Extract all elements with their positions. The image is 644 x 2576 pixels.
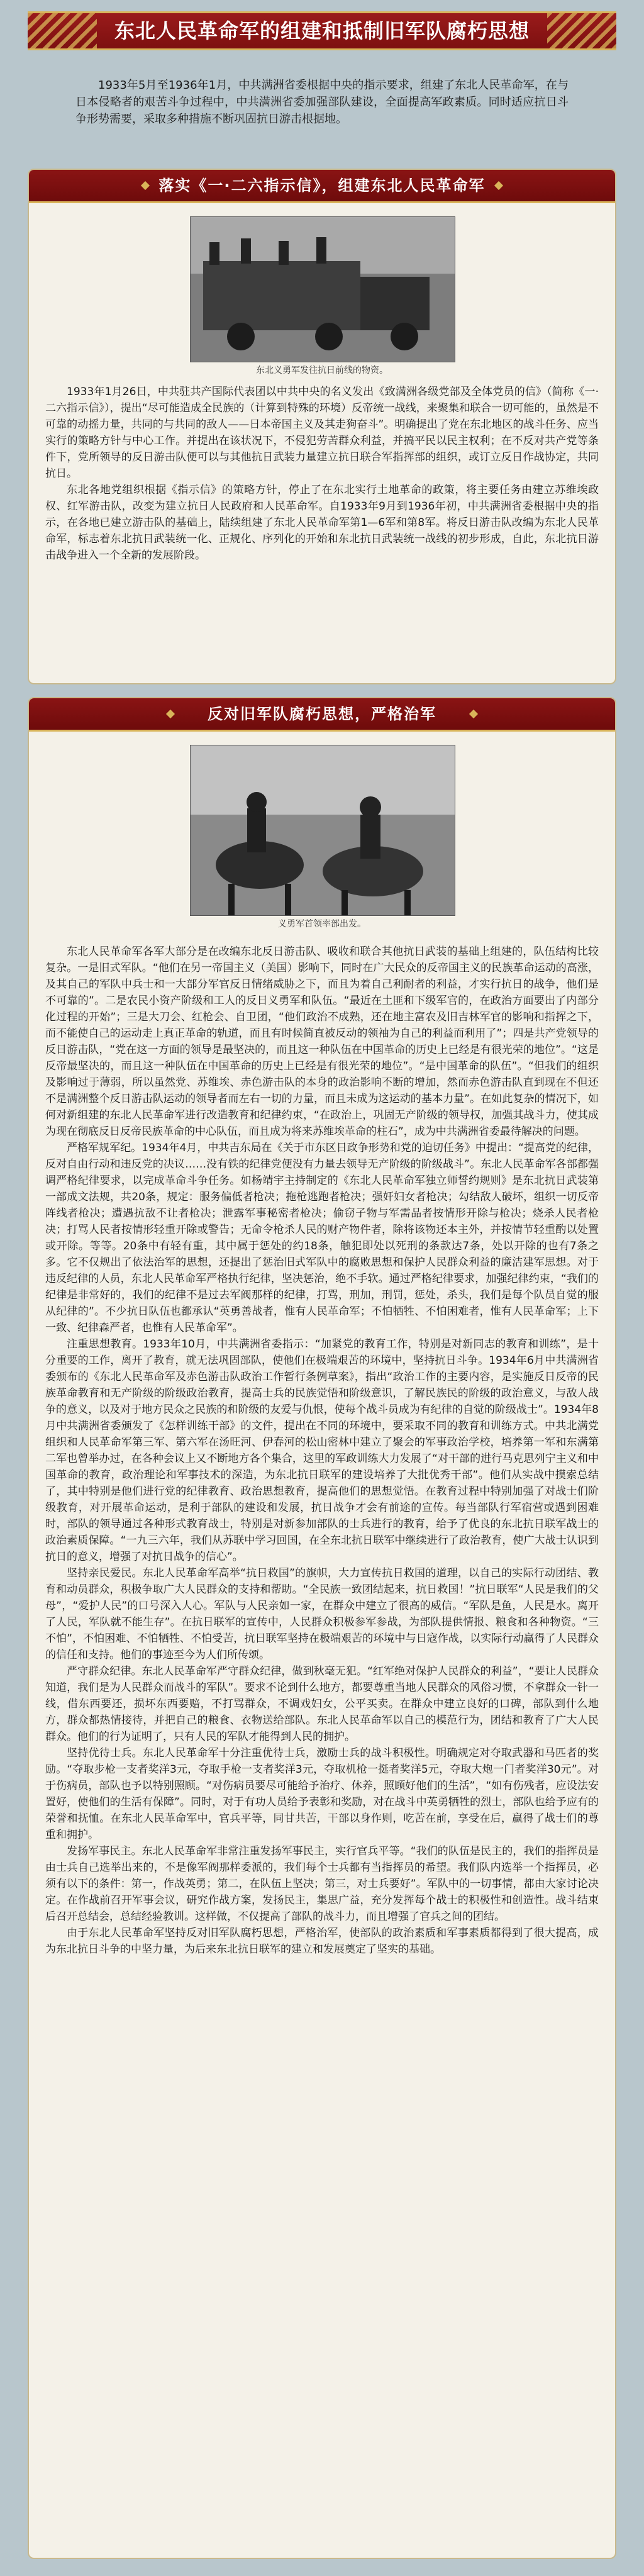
section-2-caption: 义勇军首领率部出发。 — [278, 919, 366, 929]
section-1-title: 落实《一·二六指示信》，组建东北人民革命军 — [158, 177, 486, 194]
section-2 — [28, 697, 616, 2559]
diamond-ornament-icon — [166, 710, 175, 718]
section-1-header — [29, 170, 615, 203]
section-1-paragraph: 东北各地党组织根据《指示信》的策略方针，停止了在东北实行土地革命的政策，将主要任务由建立苏维埃政权、红军游击队，改变为建立抗日人民政府和人民革命军。自1933年9月到1936年初，中共满洲省委根据中央的指示，在各地已建立游击队的基础上，陆续组建了东北人民革命军第1—6军和第8军。将反日游击队改编为东北人民革命军，标志着东北抗日武装统一化、正规化、序列化的开始和东北抗日武装统一战线的初步形成，自此，东北抗日游击战争进入一个全新的发展阶段。 — [45, 484, 599, 562]
section-1-paragraph: 1933年1月26日，中共驻共产国际代表团以中共中央的名义发出《致满洲各级党部及全体党员的信》（简称《一·二六指示信》），提出“尽可能造成全民族的（计算到特殊的环境）反帝统一战线，来聚集和联合一切可能的，虽然是不可靠的动摇力量，共同的与共同的敌人——日本帝国主义及其走狗奋斗”。明确提出了党在东北地区的战斗任务、应当实行的策略方针与中心工作。并提出在该状况下，不侵犯劳苦群众利益，并搞平民以民主权利；在不反对共产党等条件下，党所领导的反日游击队便可以与其他抗日武装力量建立抗日联合军指挥部的组织，或订立反日作战协定，共同抗日。 — [45, 386, 599, 480]
section-1-photo — [190, 216, 455, 362]
section-2-photo — [190, 745, 455, 916]
section-2-paragraph: 坚持亲民爱民。东北人民革命军高举“抗日救国”的旗帜，大力宣传抗日救国的道理，以自己的实际行动团结、教育和动员群众，积极争取广大人民群众的支持和帮助。“全民族一致团结起来，抗日救国！”抗日联军“人民是我们的父母”，“爱护人民”的口号深入人心。军队与人民亲如一家，在群众中建立了很高的威信。“军队是鱼，人民是水。离开了人民，军队就不能生存”。在抗日联军的宣传中，人民群众积极参军参战，为部队提供情报、粮食和各种物资。“三不怕”，不怕困难、不怕牺牲、不怕受苦，抗日联军坚持在极端艰苦的环境中与日寇作战，以实际行动赢得了人民群众的信任和支持。他们的事迹至今为人们所传颂。 — [45, 1567, 599, 1661]
title-banner — [28, 11, 616, 50]
diamond-ornament-icon — [469, 710, 478, 718]
truck-photo-illustration — [191, 217, 455, 362]
section-2-paragraph: 东北人民革命军各军大部分是在改编东北反日游击队、吸收和联合其他抗日武装的基础上组建的，队伍结构比较复杂。一是旧式军队。“他们在另一帝国主义（美国）影响下，同时在广大民众的反帝国主义的民族革命运动的高涨，及其自己的军队中兵士和一大部分军官反日情绪威胁之下，而且为着自己利耐者的利益，才实行抗日的战争，他们是不可靠的”。二是农民小资产阶级和工人的反日义勇军和队伍。“最近在土匪和下级军官的，在政治方面要出了内部分化过程的开始”；三是大刀会、红枪会、自卫团，“他们政治不成熟，还在地主富农及旧吉林军官的影响和指挥之下，而不能使自己的运动走上真正革命的轨道，而且有时候简直被反动的领袖为自己的利益而利用了”；四是共产党领导的反日游击队，“党在这一方面的领导是最坚决的，而且这一种队伍在中国革命的历史上已经是有很光荣的地位”。“这是反帝最坚决的，而且这一种队伍在中国革命的历史上已经是有很光荣的地位”。“是中国革命的队伍”。“但我们的组织及影响过于薄弱，所以虽然党、苏维埃、赤色游击队的本身的政治影响不断的增加，然而赤色游击队直到现在不但还不是满洲整个反日游击队运动的领导者而左右一切的力量，而且未成为这运动的基本力量”。在如此复杂的情况下，如何对新组建的东北人民革命军进行改造教育和纪律约束，“在政治上，巩固无产阶级的领导权，加强其战斗力，使其成为现在彻底反日反帝民族革命的中心队伍，而且成为将来苏维埃革命的柱石”，成为中共满洲省委最待解决的问题。 — [45, 945, 599, 1138]
section-1 — [28, 169, 616, 684]
page-title: 东北人民革命军的组建和抵制旧军队腐朽思想 — [114, 19, 530, 43]
section-2-paragraph: 严格军规军纪。1934年4月，中共吉东局在《关于市东区日政争形势和党的迫切任务》中提出：“提高党的纪律，反对自由行动和违反党的决议……没有铁的纪律党便没有力量去领导无产阶级的阶级战斗”。东北人民革命军各部都强调严格纪律要求，以完成革命斗争任务。如杨靖宇主持制定的《东北人民革命军独立师誓约规则》是东北抗日武装第一部成文法规，共20条，规定：服务偏低者枪决；拖枪逃跑者枪决；强奸妇女者枪决；勾结敌人破坏，组织一切反帝阵线者枪决；遭遇抗敌不让者枪决；泄露军事秘密者枪决；偷窃子物与军需品者按情形开除与枪决；烧杀人民者枪决；打骂人民者按情形轻重开除或警告；无命令枪杀人民的财产物件者，除将该物还本主外，并按情节轻重酌以处置或开除。等等。20条中有轻有重，其中属于惩处的约18条，触犯即处以死刑的条款达7条，处以开除的也有7条之多。它不仅规出了依法治军的思想，还提出了惩治旧式军队中的腐败思想和保护人民群众利益的廉洁建军思想。对于违反纪律的人员，东北人民革命军严格执行纪律，坚决惩治，绝不手软。通过严格纪律要求，加强纪律约束，“我们的纪律是非常好的，我们的纪律不是过去军阀那样的纪律，打骂，刑加，刑罚，惩处，杀头，我们是每个队员自觉的服从纪律的”。不少抗日队伍也都承认“英勇善战者，惟有人民革命军；不怕牺牲、不怕困难者，惟有人民革命军；上下一致、纪律森严者，也惟有人民革命军”。 — [45, 1142, 599, 1334]
section-2-body — [45, 944, 599, 1958]
section-2-header — [29, 698, 615, 732]
section-1-caption: 东北义勇军发往抗日前线的物资。 — [256, 365, 388, 376]
section-1-body — [45, 384, 599, 564]
section-2-paragraph: 注重思想教育。1933年10月，中共满洲省委指示：“加紧党的教育工作，特别是对新同志的教育和训练”，是十分重要的工作，离开了教育，就无法巩固部队，使他们在极端艰苦的环境中，坚持抗日斗争。1934年6月中共满洲省委颁布的《东北人民革命军及赤色游击队政治工作暂行条例草案》，指出“政治工作的主要内容，是实施反日反帝的民族革命教育和无产阶级的阶级政治教育，提高士兵的民族觉悟和阶级意识，了解民族民的阶级的政治意义，与敌人战争的意义，以及对于地方民众之民族的和阶级的友爱与仇恨，使每个战斗员成为有纪律的自觉的阶级战士”。1934年8月中共满洲省委颁发了《怎样训练干部》的文件，提出在不同的环境中，要采取不同的教育和训练方式。中共北满党组织和人民革命军第三军、第六军在汤旺河、伊春河的松山密林中建立了聚会的军事政治学校，培养第一军和东满第二军也曾举办过，在各种会议上又不断地方各个集合，这里的军政训练大力发展了“对干部的进行马克思列宁主义和中国革命的教育，政治理论和军事技术的深造，为东北抗日联军的建设培养了大批优秀干部”。他们从实战中摸索总结了，其中特别是他们进行党的纪律教育、政治思想教育，提高他们的思想觉悟。在教育过程中特别加强了对战士们阶级教育，对开展革命运动，是利于部队的建设和发展，抗日战争才会有前途的宣传。每当部队行军宿营或遇到困难时，部队的领导通过各种形式教育战士，特别是对新参加部队的士兵进行的教育，给予了优良的东北抗日联军战士的政治素质保障。“一九三六年，我们从苏联中学习回国，在全东北抗日联军中继续进行了政治教育，使广大战士认识到抗日的意义，增强了对抗日战争的信心”。 — [45, 1338, 599, 1563]
banner-ornament-left — [28, 13, 97, 48]
section-2-paragraph: 发扬军事民主。东北人民革命军非常注重发扬军事民主，实行官兵平等。“我们的队伍是民主的，我们的指挥员是由士兵自己选举出来的，不是像军阀那样委派的，我们每个士兵都有当指挥员的希望。我们队内选举一个指挥员，必须有以下的条件：第一，作战英勇；第二，在队伍上坚决；第三，对士兵要好”。军队中的一切事情，都由大家讨论决定。在作战前召开军事会议，研究作战方案，发扬民主，集思广益，充分发挥每个战士的积极性和创造性。战斗结束后召开总结会，总结经验教训。这样做，不仅提高了部队的战斗力，而且增强了官兵之间的团结。 — [45, 1845, 599, 1923]
section-2-paragraph: 由于东北人民革命军坚持反对旧军队腐朽思想，严格治军，使部队的政治素质和军事素质都得到了很大提高，成为东北抗日斗争的中坚力量，为后来东北抗日联军的建立和发展奠定了坚实的基础。 — [45, 1927, 599, 1956]
banner-ornament-right — [547, 13, 616, 48]
diamond-ornament-icon — [141, 181, 150, 190]
cavalry-photo-illustration — [191, 745, 455, 915]
section-2-title: 反对旧军队腐朽思想，严格治军 — [208, 705, 436, 723]
section-2-paragraph: 严守群众纪律。东北人民革命军严守群众纪律，做到秋毫无犯。“红军绝对保护人民群众的利益”，“要让人民群众知道，我们是为人民群众而战斗的军队”。要求不论到什么地方，都要尊重当地人民群众的风俗习惯，不拿群众一针一线，借东西要还，损坏东西要赔，不打骂群众，不调戏妇女，公平买卖。在群众中建立良好的口碑，部队到什么地方，群众都热情接待，并把自己的粮食、衣物送给部队。东北人民革命军以自己的模范行为，团结和教育了广大人民群众。他们的行为证明了，只有人民的军队才能得到人民的拥护。 — [45, 1665, 599, 1743]
section-2-paragraph: 坚持优待士兵。东北人民革命军十分注重优待士兵，激励士兵的战斗积极性。明确规定对夺取武器和马匹者的奖励。“夺取步枪一支者奖洋3元，夺取手枪一支者奖洋3元，夺取机枪一挺者奖洋5元，夺取大炮一门者奖洋30元”。对于伤病员，部队也予以特别照顾。“对伤病员要尽可能给予治疗、休养，照顾好他们的生活”，“如有伤残者，应设法安置好，使他们的生活有保障”。同时，对于有功人员给予表彰和奖励，对在战斗中英勇牺牲的烈士，部队也给予应有的荣誉和抚恤。在东北人民革命军中，官兵平等，同甘共苦，干部以身作则，吃苦在前，享受在后，赢得了战士们的尊重和拥护。 — [45, 1747, 599, 1841]
intro-paragraph: 1933年5月至1936年1月，中共满洲省委根据中央的指示要求，组建了东北人民革命军，在与日本侵略者的艰苦斗争过程中，中共满洲省委加强部队建设，全面提高军政素质。同时适应抗日斗争形势需要，采取多种措施不断巩固抗日游击根据地。 — [75, 79, 569, 126]
diamond-ornament-icon — [494, 181, 503, 190]
